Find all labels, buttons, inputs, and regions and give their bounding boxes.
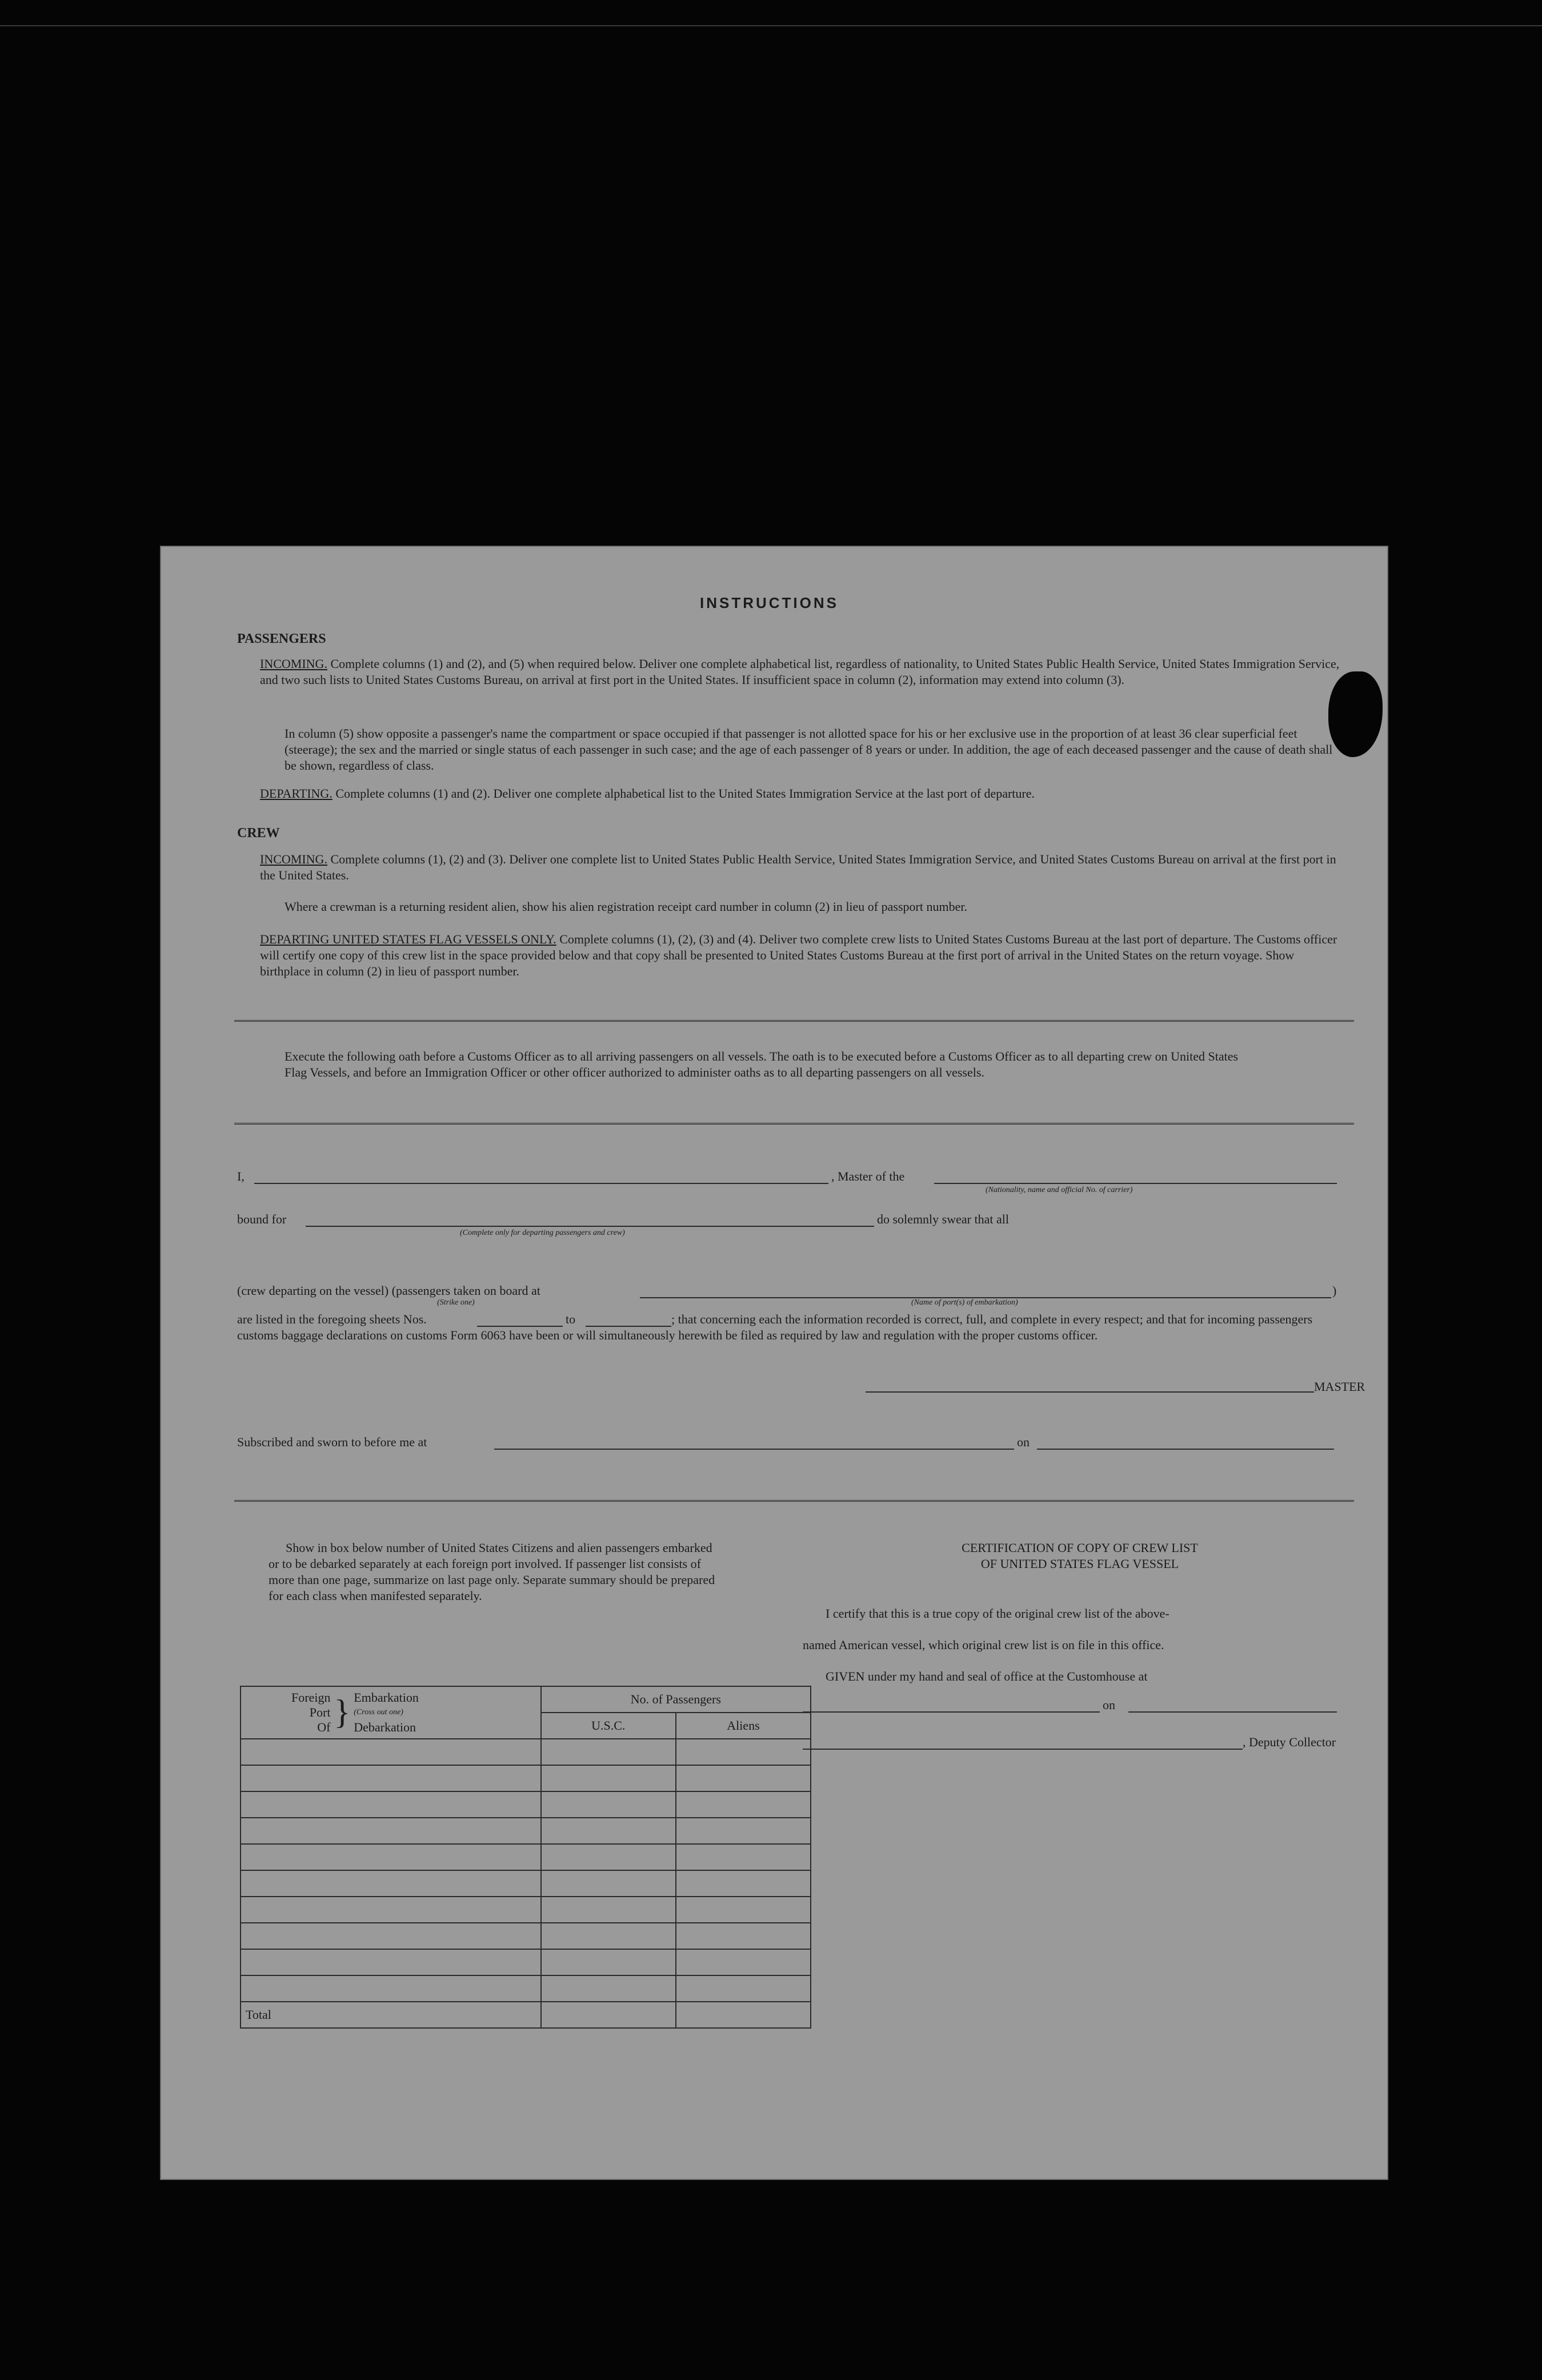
- to-label: to: [566, 1312, 576, 1326]
- incoming-text: Complete columns (1) and (2), and (5) when required below. Deliver one complete alphabetical list, regardless of nationality, to United States Public Health Service, United States Immigration Service, and two such lists to United States Customs Bureau, on arrival at first port in the United States. If insufficient space in column (2), information may extend into column (3).: [260, 657, 1340, 687]
- returning-resident-paragraph: Where a crewman is a returning resident alien, show his alien registration receipt card number in column (2) in lieu of passport number.: [285, 899, 967, 914]
- form-page: [160, 546, 1388, 2180]
- crew-incoming-paragraph: [260, 851, 1345, 883]
- passenger-summary-table: [240, 1686, 811, 2029]
- passengers-departing-paragraph: [260, 786, 1345, 802]
- port-header-of: Of: [317, 1720, 331, 1734]
- table-row[interactable]: [241, 1844, 811, 1870]
- master-name-field[interactable]: [254, 1183, 828, 1184]
- total-usc-cell[interactable]: [541, 2002, 676, 2028]
- certification-on-label: on: [1103, 1698, 1115, 1712]
- crew-departing-label-line: (crew departing on the vessel) (passengers taken on board at: [237, 1283, 540, 1298]
- divider: [234, 1500, 1354, 1502]
- table-row[interactable]: [241, 1897, 811, 1923]
- closing-paren: ): [1332, 1283, 1337, 1298]
- certification-date-field[interactable]: [1128, 1711, 1337, 1713]
- certification-title-1: CERTIFICATION OF COPY OF CREW LIST: [962, 1541, 1198, 1555]
- table-row[interactable]: [241, 1949, 811, 1975]
- total-aliens-cell[interactable]: [676, 2002, 811, 2028]
- departing-text: Complete columns (1) and (2). Deliver one complete alphabetical list to the United States Immigration Service at the last port of departure.: [335, 786, 1035, 801]
- debark-header: Debarkation: [354, 1720, 416, 1734]
- passengers-heading: PASSENGERS: [237, 631, 326, 646]
- nationality-note: (Nationality, name and official No. of carrier): [986, 1186, 1133, 1194]
- crew-incoming-text: Complete columns (1), (2) and (3). Deliver one complete list to United States Public Health Service, United States Immigration Service, and United States Customs Bureau on arrival at the first port in the United States.: [260, 852, 1336, 882]
- table-header-row: [241, 1686, 811, 1713]
- port-header-port: Port: [309, 1705, 331, 1719]
- passengers-incoming-paragraph: [260, 656, 1345, 688]
- bound-for-label: bound for: [237, 1212, 287, 1226]
- port-header-cell: Foreign Port Of } Embarkation (Cross out one) Debarkation: [241, 1686, 541, 1739]
- certification-text-2: named American vessel, which original crew list is on file in this office.: [803, 1638, 1164, 1652]
- port-header-foreign: Foreign: [291, 1690, 331, 1705]
- aliens-header: Aliens: [676, 1713, 811, 1739]
- table-row[interactable]: [241, 1923, 811, 1949]
- complete-note: (Complete only for departing passengers and crew): [460, 1229, 625, 1237]
- sworn-date-field[interactable]: [1037, 1449, 1334, 1450]
- divider: [234, 1123, 1354, 1125]
- crew-heading: CREW: [237, 826, 280, 841]
- crew-departing-paragraph: [260, 931, 1345, 979]
- deputy-signature-field[interactable]: [803, 1749, 1243, 1750]
- table-row[interactable]: [241, 1765, 811, 1791]
- master-of-label: , Master of the: [831, 1169, 905, 1183]
- summary-intro: Show in box below number of United States Citizens and alien passengers embarked or to be debarked separately at each foreign port involved. If passenger list consists of more than one page, summarize on last page only. Separate summary should be prepared for each class when manifested separately.: [269, 1541, 715, 1603]
- table-row[interactable]: [241, 1791, 811, 1818]
- table-row[interactable]: [241, 1818, 811, 1844]
- scan-border-line: [0, 25, 1542, 26]
- table-row[interactable]: [241, 1739, 811, 1765]
- listed-text: ; that concerning each the information recorded is correct, full, and complete in every respect; and that for incoming passengers customs baggage declarations on customs Form 6063 have been or will simultaneously herewith be filed as required by law and regulation with the proper customs officer.: [237, 1312, 1313, 1342]
- table-row[interactable]: [241, 1975, 811, 2002]
- cross-out-note: (Cross out one): [354, 1708, 403, 1717]
- table-row[interactable]: [241, 1870, 811, 1897]
- sworn-on-label: on: [1017, 1435, 1030, 1449]
- passengers-header: No. of Passengers: [541, 1686, 811, 1713]
- crew-incoming-label: INCOMING.: [260, 852, 327, 866]
- vessel-field[interactable]: [934, 1183, 1337, 1184]
- certification-text-1: I certify that this is a true copy of the original crew list of the above-: [826, 1606, 1169, 1621]
- strike-note: (Strike one): [437, 1298, 475, 1307]
- subscribed-label: Subscribed and sworn to before me at: [237, 1435, 427, 1449]
- divider: [234, 1020, 1354, 1022]
- swear-label: do solemnly swear that all: [877, 1212, 1009, 1226]
- master-label: MASTER: [1314, 1379, 1365, 1394]
- deputy-label: , Deputy Collector: [1243, 1735, 1336, 1749]
- master-signature-field[interactable]: [866, 1391, 1314, 1393]
- total-row: [241, 2002, 811, 2028]
- total-label: Total: [241, 2002, 541, 2028]
- listed-label: are listed in the foregoing sheets Nos.: [237, 1312, 427, 1326]
- embark-header: Embarkation: [354, 1690, 419, 1705]
- customhouse-field[interactable]: [803, 1711, 1100, 1713]
- oath-i-label: I,: [237, 1169, 245, 1183]
- departing-label: DEPARTING.: [260, 786, 333, 801]
- crew-departing-label: DEPARTING UNITED STATES FLAG VESSELS ONLY.: [260, 932, 556, 946]
- sworn-place-field[interactable]: [494, 1449, 1014, 1450]
- oath-intro: Execute the following oath before a Customs Officer as to all arriving passengers on all vessels. The oath is to be executed before a Customs Officer as to all departing crew on United States Flag Vessels, and before an Immigration Officer or other officer authorized to administer oaths as to all departing passengers on all vessels.: [285, 1049, 1239, 1079]
- port-note: (Name of port(s) of embarkation): [911, 1298, 1018, 1307]
- given-label: GIVEN under my hand and seal of office at the Customhouse at: [826, 1669, 1148, 1683]
- crew-departing-text: Complete columns (1), (2), (3) and (4). Deliver two complete crew lists to United States Customs Bureau at the last port of departure. The Customs officer will certify one copy of this crew list in the space provided below and that copy shall be presented to United States Customs Bureau at the first port of arrival in the United States on the return voyage. Show birthplace in column (2) in lieu of passport number.: [260, 932, 1337, 978]
- incoming-label: INCOMING.: [260, 657, 327, 671]
- certification-title-2: OF UNITED STATES FLAG VESSEL: [980, 1557, 1179, 1571]
- destination-field[interactable]: [306, 1226, 874, 1227]
- column5-paragraph: In column (5) show opposite a passenger's name the compartment or space occupied if that passenger is not allotted space for his or her exclusive use in the proportion of at least 36 clear superficial feet (steerage); the sex and the married or single status of each passenger in such case; and the age of each passenger of 8 years or under. In addition, the age of each deceased passenger and the cause of death shall be shown, regardless of class.: [285, 726, 1333, 773]
- usc-header: U.S.C.: [541, 1713, 676, 1739]
- page-title: INSTRUCTIONS: [700, 594, 839, 611]
